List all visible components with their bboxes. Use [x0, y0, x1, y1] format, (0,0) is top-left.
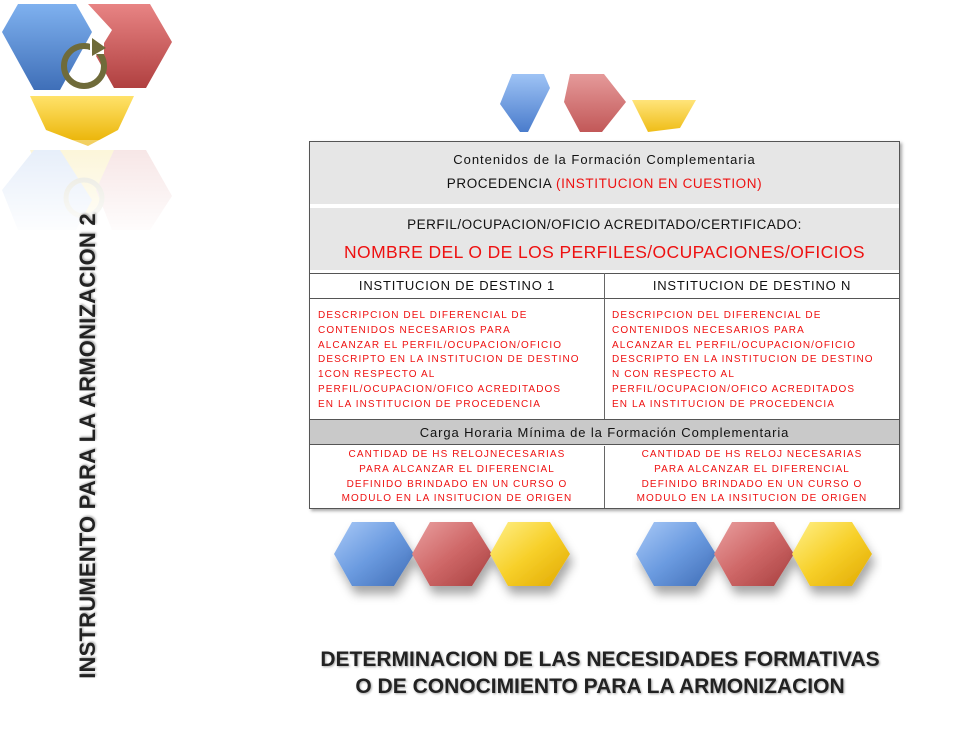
text-line: DESCRIPCION DEL DIFERENCIAL DE [318, 310, 528, 321]
text-line: ALCANZAR EL PERFIL/OCUPACION/OFICIO [318, 339, 563, 351]
table-header-perfil [310, 208, 899, 272]
text-line: DESCRIPTO EN LA INSTITUCION DE DESTINO [612, 354, 874, 366]
hours-destino-n [605, 448, 899, 507]
text-line: MODULO EN LA INSITUCION DE ORIGEN [636, 493, 868, 505]
column-divider [604, 273, 605, 419]
hours-header [310, 419, 899, 445]
top-yellow-shape [632, 100, 696, 132]
text-line: CONTENIDOS NECESARIOS PARA [612, 324, 805, 336]
side-title: INSTRUMENTO PARA LA ARMONIZACION 2 [75, 213, 100, 679]
top-shapes [498, 72, 708, 142]
harmonization-table [309, 141, 900, 509]
hex-yellow [490, 522, 570, 586]
hours-header-label: Carga Horaria Mínima de la Formación Complementaria [419, 425, 790, 440]
top-blue-shape [500, 74, 550, 132]
procedencia-label: PROCEDENCIA [446, 176, 556, 191]
perfil-label: PERFIL/OCUPACION/OFICIO ACREDITADO/CERTIFICADO: [407, 217, 802, 232]
text-line: PARA ALCANZAR EL DIFERENCIAL [654, 463, 850, 475]
header-title: Contenidos de la Formación Complementaria [453, 152, 756, 167]
hours-destino-1 [310, 448, 604, 507]
procedencia-value: (INSTITUCION EN CUESTION) [555, 176, 763, 191]
text-line: DEFINIDO BRINDADO EN UN CURSO O [346, 478, 568, 490]
hex-red [412, 522, 492, 586]
text-line: CONTENIDOS NECESARIOS PARA [318, 324, 511, 336]
top-red-shape [564, 74, 626, 132]
header-procedencia-line [310, 176, 899, 191]
perfil-value: NOMBRE DEL O DE LOS PERFILES/OCUPACIONES/OFICIOS [344, 242, 865, 262]
text-line: DEFINIDO BRINDADO EN UN CURSO O [641, 478, 863, 490]
text-line: MODULO EN LA INSITUCION DE ORIGEN [341, 493, 573, 505]
text-line: EN LA INSTITUCION DE PROCEDENCIA [612, 398, 836, 410]
hex-red [714, 522, 794, 586]
table-header-procedencia [310, 142, 899, 206]
text-line: PERFIL/OCUPACION/OFICO ACREDITADOS [612, 383, 856, 395]
description-destino-n [612, 309, 896, 413]
column-title-destino-n: INSTITUCION DE DESTINO N [652, 278, 852, 293]
hexagon-group-left [330, 512, 580, 622]
bottom-title-line-2: O DE CONOCIMIENTO PARA LA ARMONIZACION [355, 675, 845, 698]
text-line: DESCRIPTO EN LA INSTITUCION DE DESTINO [318, 354, 580, 366]
description-destino-1 [318, 309, 602, 413]
text-line: DESCRIPCION DEL DIFERENCIAL DE [612, 310, 822, 321]
text-line: CANTIDAD DE HS RELOJ NECESARIAS [641, 449, 863, 460]
bottom-title-line-1: DETERMINACION DE LAS NECESIDADES FORMATIVAS [320, 648, 880, 671]
text-line: PERFIL/OCUPACION/OFICO ACREDITADOS [318, 383, 562, 395]
hex-yellow [792, 522, 872, 586]
text-line: EN LA INSTITUCION DE PROCEDENCIA [318, 398, 542, 410]
bottom-title [270, 646, 930, 700]
text-line: N CON RESPECTO AL [612, 369, 735, 381]
text-line: 1CON RESPECTO AL [318, 369, 436, 381]
hex-blue [334, 522, 414, 586]
column-title-destino-1: INSTITUCION DE DESTINO 1 [358, 278, 556, 293]
hexagon-group-right [632, 512, 882, 622]
hex-blue [636, 522, 716, 586]
text-line: ALCANZAR EL PERFIL/OCUPACION/OFICIO [612, 339, 857, 351]
text-line: PARA ALCANZAR EL DIFERENCIAL [359, 463, 555, 475]
text-line: CANTIDAD DE HS RELOJNECESARIAS [348, 449, 566, 460]
column-divider-hours [604, 446, 605, 508]
